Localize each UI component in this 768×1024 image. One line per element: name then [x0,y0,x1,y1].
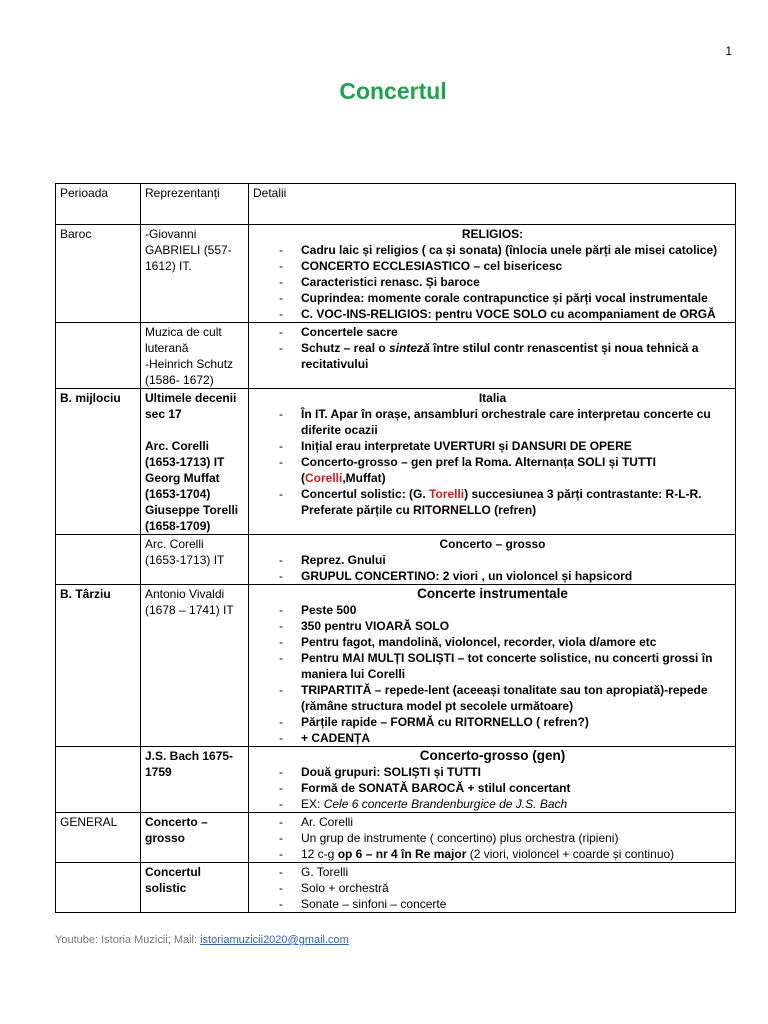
list-item: - Concertele sacre [253,324,732,340]
page-number: 1 [725,44,732,58]
concert-table [55,183,736,913]
table-header-row [56,184,736,225]
section-heading: Concerto – grosso [439,537,546,551]
highlight-name: Torelli [429,487,465,501]
bold-text: op 6 – nr 4 în Re major [337,847,467,861]
representative-cell [141,389,249,535]
table-row [56,225,736,323]
list-item: - Formă de SONATĂ BAROCĂ + stilul concertant [253,780,732,796]
rep-line: -Heinrich Schutz [145,357,234,371]
list-item [253,796,732,812]
list-item: - GRUPUL CONCERTINO: 2 viori , un violoncel și hapsicord [253,568,732,584]
details-cell [249,813,736,863]
rep-line: Muzica de cult luterană [145,325,222,355]
details-cell [249,535,736,585]
period-cell [56,323,141,389]
rep-line: Concerto – [145,815,208,829]
rep-line: -Giovanni [145,227,197,241]
period-cell: B. Târziu [56,585,141,747]
list-item: - Cuprindea: momente corale contrapunctice și părți vocal instrumentale [253,290,732,306]
table-row [56,813,736,863]
table-row [56,585,736,747]
details-list [253,242,732,322]
table-row [56,747,736,813]
list-item: - Cadru laic și religios ( ca și sonata) (înlocia unele părți ale misei catolice) [253,242,732,258]
rep-line: Ultimele decenii [145,391,237,405]
rep-line: Antonio Vivaldi [145,587,225,601]
rep-line: GABRIELI (557-1612) IT. [145,243,232,273]
details-cell [249,747,736,813]
list-item: - G. Torelli [253,864,732,880]
footer-text: Youtube: Istoria Muzicii; Mail: [55,934,201,946]
details-cell [249,863,736,913]
details-cell [249,225,736,323]
list-item: - Două grupuri: SOLIȘTI și TUTTI [253,764,732,780]
list-item: - Părțile rapide – FORMĂ cu RITORNELLO ( refren?) [253,714,732,730]
list-item: - 350 pentru VIOARĂ SOLO [253,618,732,634]
list-item: - C. VOC-INS-RELIGIOS: pentru VOCE SOLO cu acompaniament de ORGĂ [253,306,732,322]
rep-line: Concertul [145,865,202,879]
details-cell [249,323,736,389]
rep-spacer [145,422,245,438]
representative-cell [141,535,249,585]
text-run: 12 c-g [301,847,338,861]
rep-line: Arc. Corelli [145,439,210,453]
details-cell [249,585,736,747]
period-cell: B. mijlociu [56,389,141,535]
table-row [56,863,736,913]
period-cell: Baroc [56,225,141,323]
text-run: (2 viori, violoncel + coarde și continuo) [466,847,675,861]
italic-text: sinteză [389,341,430,355]
rep-line: sec 17 [145,407,182,421]
details-list [253,602,732,746]
list-item [253,846,732,862]
italic-text: Cele 6 concerte Brandenburgice de J.S. Bach [323,797,568,811]
text-run: Concertul solistic: (G. [301,487,430,501]
text-run: EX: [301,797,324,811]
rep-line: (1658-1709) [145,519,211,533]
text-run: ) succesiunea 3 părți contrastante: R-L-R. Preferate părțile cu RITORNELLO (refren) [301,487,702,517]
details-list [253,814,732,862]
details-list [253,406,732,518]
rep-line: grosso [145,831,186,845]
list-item: - CONCERTO ECCLESIASTICO – cel bisericesc [253,258,732,274]
text-run: Concerto-grosso – gen pref la Roma. Alternanța SOLI și TUTTI ( [301,455,656,485]
representative-cell [141,863,249,913]
header-perioada: Perioada [56,184,141,225]
section-heading: RELIGIOS: [461,227,524,241]
rep-line: J.S. Bach 1675- [145,749,234,763]
text-run: ,Muffat) [342,471,386,485]
header-detalii: Detalii [249,184,736,225]
list-item: - Pentru fagot, mandolină, violoncel, recorder, viola d/amore etc [253,634,732,650]
table-row [56,389,736,535]
details-list [253,324,732,372]
page-title: Concertul [339,78,447,104]
list-item: - + CADENȚA [253,730,732,746]
period-cell [56,747,141,813]
rep-line: Georg Muffat [145,471,220,485]
rep-line: (1678 – 1741) IT [145,603,234,617]
list-item: - Inițial erau interpretate UVERTURI și DANSURI DE OPERE [253,438,732,454]
highlight-name: Corelli [305,471,343,485]
period-cell [56,535,141,585]
details-list [253,864,732,912]
representative-cell [141,813,249,863]
period-cell [56,863,141,913]
list-item [253,454,732,486]
rep-line: solistic [145,881,187,895]
list-item: - Un grup de instrumente ( concertino) plus orchestra (ripieni) [253,830,732,846]
list-item: - TRIPARTITĂ – repede-lent (aceeași tonalitate sau ton apropiată)-repede (rămâne structura model pt secolele următoare) [253,682,732,714]
rep-line: Giuseppe Torelli [145,503,239,517]
rep-line: (1653-1704) [145,487,211,501]
rep-line: 1759 [145,765,172,779]
text-run: Schutz – real o [301,341,390,355]
email-link[interactable]: istoriamuzicii2020@gmail.com [200,934,349,946]
rep-line: (1653-1713) IT [145,553,225,567]
details-list [253,552,732,584]
rep-line: Arc. Corelli [145,537,204,551]
table-row [56,535,736,585]
list-item: - Sonate – sinfoni – concerte [253,896,732,912]
list-item: - Ar. Corelli [253,814,732,830]
table-row [56,323,736,389]
section-heading: Italia [478,391,507,405]
details-list [253,764,732,812]
section-heading: Concerte instrumentale [417,586,568,601]
page-footer [55,934,349,946]
rep-line: (1653-1713) IT [145,455,225,469]
representative-cell [141,585,249,747]
list-item: - Pentru MAI MULȚI SOLIȘTI – tot concerte solistice, nu concerti grossi în maniera lui Corelli [253,650,732,682]
details-cell [249,389,736,535]
rep-line: (1586- 1672) [145,373,214,387]
list-item [253,340,732,372]
list-item: - Peste 500 [253,602,732,618]
representative-cell [141,323,249,389]
list-item: - Solo + orchestră [253,880,732,896]
list-item [253,486,732,518]
list-item: - Caracteristici renasc. Și baroce [253,274,732,290]
representative-cell [141,747,249,813]
header-reprezentanti: Reprezentanți [141,184,249,225]
section-heading: Concerto-grosso (gen) [419,748,566,763]
list-item: - În IT. Apar în orașe, ansambluri orchestrale care interpretau concerte cu diferite ocazii [253,406,732,438]
list-item: - Reprez. Gnului [253,552,732,568]
representative-cell [141,225,249,323]
period-cell: GENERAL [56,813,141,863]
text-run: între stilul contr renascentist și noua tehnică a recitativului [301,341,699,371]
